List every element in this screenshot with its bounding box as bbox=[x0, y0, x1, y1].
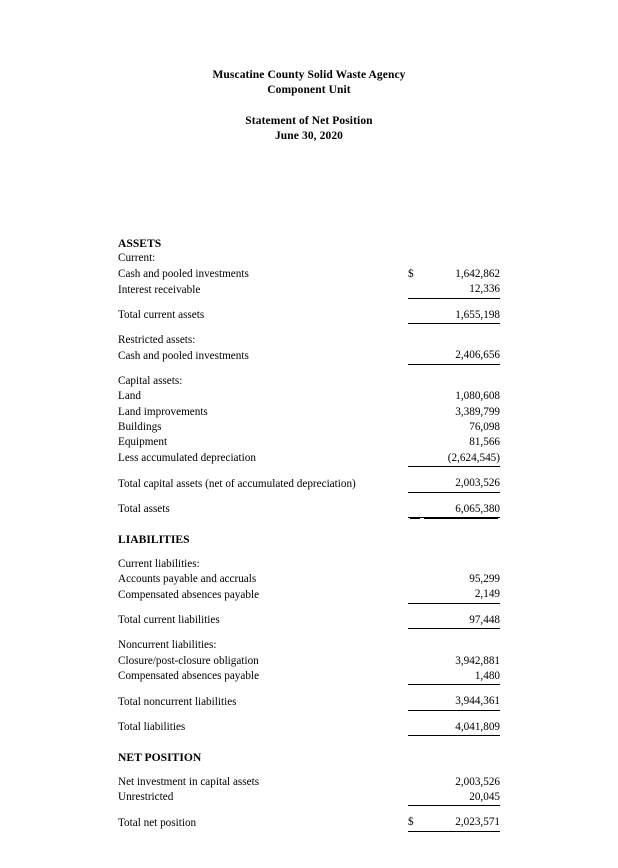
total-capital-assets-currency bbox=[408, 476, 422, 492]
table-row bbox=[118, 348, 500, 364]
buildings-currency bbox=[408, 420, 422, 435]
buildings-amount: 76,098 bbox=[469, 421, 500, 434]
total-current-liabilities-label: Total current liabilities bbox=[118, 614, 220, 627]
equipment-currency bbox=[408, 435, 422, 450]
total-assets-label: Total assets bbox=[118, 503, 170, 516]
table-row-liabilities-heading bbox=[118, 532, 500, 547]
unrestricted-currency bbox=[408, 790, 422, 806]
row-spacer bbox=[118, 518, 500, 528]
interest-receivable-currency bbox=[408, 282, 422, 298]
accounts-payable-label: Accounts payable and accruals bbox=[118, 572, 257, 585]
table-row bbox=[118, 476, 500, 492]
total-assets-amount: 6,065,380 bbox=[422, 502, 500, 518]
current-liabilities-amount bbox=[422, 557, 500, 572]
total-assets-currency bbox=[408, 502, 422, 518]
liabilities-heading-currency bbox=[408, 532, 422, 547]
total-current-assets-label: Total current assets bbox=[118, 309, 205, 322]
land-label: Land bbox=[118, 390, 141, 403]
net-investment-capital-assets-amount: 2,003,526 bbox=[455, 775, 500, 788]
table-row-restricted-label bbox=[118, 333, 500, 348]
table-row bbox=[118, 790, 500, 806]
table-row bbox=[118, 654, 500, 669]
capital-assets-amount bbox=[422, 374, 500, 389]
table-row bbox=[118, 572, 500, 587]
compensated-absences-noncurrent-label: Compensated absences payable bbox=[118, 670, 260, 683]
less-accumulated-depreciation-currency bbox=[408, 451, 422, 467]
noncurrent-liabilities-label: Noncurrent liabilities: bbox=[118, 639, 217, 652]
total-current-liabilities-currency bbox=[408, 613, 422, 629]
table-row bbox=[118, 451, 500, 467]
total-net-position-currency: $ bbox=[408, 815, 422, 831]
restricted-cash-pooled-currency bbox=[408, 348, 422, 364]
table-row bbox=[118, 502, 500, 518]
table-row bbox=[118, 389, 500, 404]
statement-title: Statement of Net Position bbox=[245, 115, 373, 127]
land-currency bbox=[408, 389, 422, 404]
row-spacer bbox=[118, 548, 500, 557]
row-spacer bbox=[118, 629, 500, 639]
less-accumulated-depreciation-label: Less accumulated depreciation bbox=[118, 452, 256, 465]
buildings-label: Buildings bbox=[118, 421, 162, 434]
table-row bbox=[118, 587, 500, 603]
total-current-assets-amount: 1,655,198 bbox=[422, 308, 500, 324]
header-spacer bbox=[0, 98, 618, 114]
land-improvements-currency bbox=[408, 405, 422, 420]
total-noncurrent-liabilities-label: Total noncurrent liabilities bbox=[118, 695, 237, 708]
assets-heading: ASSETS bbox=[118, 237, 162, 250]
compensated-absences-noncurrent-currency bbox=[408, 669, 422, 685]
total-noncurrent-liabilities-amount: 3,944,361 bbox=[422, 694, 500, 710]
statement-date: June 30, 2020 bbox=[274, 130, 344, 142]
total-liabilities-currency bbox=[408, 720, 422, 736]
row-spacer bbox=[118, 806, 500, 816]
table-row-current-label bbox=[118, 251, 500, 266]
total-capital-assets-amount: 2,003,526 bbox=[422, 476, 500, 492]
row-spacer bbox=[118, 324, 500, 334]
total-liabilities-amount: 4,041,809 bbox=[422, 720, 500, 736]
table-row bbox=[118, 267, 500, 282]
liabilities-heading-amount bbox=[422, 532, 500, 547]
net-position-heading-amount bbox=[422, 750, 500, 765]
row-spacer bbox=[118, 298, 500, 308]
land-improvements-amount: 3,389,799 bbox=[455, 405, 500, 418]
liabilities-heading: LIABILITIES bbox=[118, 533, 190, 547]
table-row bbox=[118, 435, 500, 450]
restricted-assets-label: Restricted assets: bbox=[118, 334, 196, 347]
table-row bbox=[118, 815, 500, 831]
restricted-assets-amount bbox=[422, 333, 500, 348]
table-row-capital-label bbox=[118, 374, 500, 389]
restricted-assets-currency bbox=[408, 333, 422, 348]
restricted-cash-pooled-label: Cash and pooled investments bbox=[118, 349, 249, 362]
net-investment-capital-assets-label: Net investment in capital assets bbox=[118, 775, 260, 788]
assets-heading-amount bbox=[422, 236, 500, 251]
closure-postclosure-obligation-amount: 3,942,881 bbox=[455, 654, 500, 667]
equipment-label: Equipment bbox=[118, 436, 168, 449]
entity-subtitle: Component Unit bbox=[267, 84, 351, 96]
interest-receivable-label: Interest receivable bbox=[118, 283, 201, 296]
closure-postclosure-obligation-currency bbox=[408, 654, 422, 669]
unrestricted-amount: 20,045 bbox=[422, 790, 500, 806]
row-spacer bbox=[118, 492, 500, 502]
total-net-position-label: Total net position bbox=[118, 816, 197, 829]
row-spacer bbox=[118, 685, 500, 695]
table-row bbox=[118, 282, 500, 298]
restricted-cash-pooled-amount: 2,406,656 bbox=[422, 348, 500, 364]
compensated-absences-noncurrent-amount: 1,480 bbox=[422, 669, 500, 685]
table-row bbox=[118, 308, 500, 324]
current-label: Current: bbox=[118, 252, 156, 265]
row-spacer bbox=[118, 364, 500, 374]
table-row-net-position-heading bbox=[118, 750, 500, 765]
capital-assets-currency bbox=[408, 374, 422, 389]
row-spacer bbox=[118, 603, 500, 613]
accounts-payable-amount: 95,299 bbox=[469, 572, 500, 585]
total-current-assets-currency bbox=[408, 308, 422, 324]
less-accumulated-depreciation-amount: (2,624,545) bbox=[422, 451, 500, 467]
row-spacer bbox=[118, 467, 500, 477]
assets-heading-currency bbox=[408, 236, 422, 251]
noncurrent-liabilities-amount bbox=[422, 638, 500, 653]
current-liabilities-label: Current liabilities: bbox=[118, 557, 200, 570]
accounts-payable-currency bbox=[408, 572, 422, 587]
total-liabilities-label: Total liabilities bbox=[118, 721, 186, 734]
total-capital-assets-label: Total capital assets (net of accumulated depreciation) bbox=[118, 477, 356, 490]
cash-pooled-investments-label: Cash and pooled investments bbox=[118, 267, 249, 280]
table-row bbox=[118, 669, 500, 685]
compensated-absences-current-amount: 2,149 bbox=[422, 587, 500, 603]
table-row bbox=[118, 613, 500, 629]
cash-pooled-investments-amount: 1,642,862 bbox=[455, 267, 500, 280]
total-noncurrent-liabilities-currency bbox=[408, 694, 422, 710]
noncurrent-liabilities-currency bbox=[408, 638, 422, 653]
document-page bbox=[0, 68, 618, 868]
closure-postclosure-obligation-label: Closure/post-closure obligation bbox=[118, 654, 259, 667]
land-amount: 1,080,608 bbox=[455, 390, 500, 403]
compensated-absences-current-label: Compensated absences payable bbox=[118, 588, 260, 601]
row-spacer bbox=[118, 736, 500, 746]
total-net-position-amount: 2,023,571 bbox=[422, 815, 500, 831]
total-current-liabilities-amount: 97,448 bbox=[422, 613, 500, 629]
compensated-absences-current-currency bbox=[408, 587, 422, 603]
current-label-amount bbox=[422, 251, 500, 266]
table-row bbox=[118, 720, 500, 736]
net-position-heading: NET POSITION bbox=[118, 751, 202, 765]
net-investment-capital-assets-currency bbox=[408, 775, 422, 790]
unrestricted-label: Unrestricted bbox=[118, 791, 174, 804]
table-row-current-liabilities-label bbox=[118, 557, 500, 572]
table-row-assets-heading bbox=[118, 236, 500, 251]
row-spacer bbox=[118, 766, 500, 775]
entity-name: Muscatine County Solid Waste Agency bbox=[212, 69, 406, 81]
table-row bbox=[118, 694, 500, 710]
interest-receivable-amount: 12,336 bbox=[422, 282, 500, 298]
table-row bbox=[118, 405, 500, 420]
equipment-amount: 81,566 bbox=[469, 436, 500, 449]
table-row bbox=[118, 775, 500, 790]
cash-pooled-investments-currency: $ bbox=[408, 267, 414, 280]
statement-body bbox=[118, 236, 500, 832]
table-row bbox=[118, 420, 500, 435]
current-label-currency bbox=[408, 251, 422, 266]
row-spacer bbox=[118, 710, 500, 720]
table-row-noncurrent-liabilities-label bbox=[118, 638, 500, 653]
document-header bbox=[0, 68, 618, 144]
financial-table bbox=[118, 236, 500, 832]
capital-assets-label: Capital assets: bbox=[118, 374, 183, 387]
current-liabilities-currency bbox=[408, 557, 422, 572]
land-improvements-label: Land improvements bbox=[118, 405, 208, 418]
net-position-heading-currency bbox=[408, 750, 422, 765]
